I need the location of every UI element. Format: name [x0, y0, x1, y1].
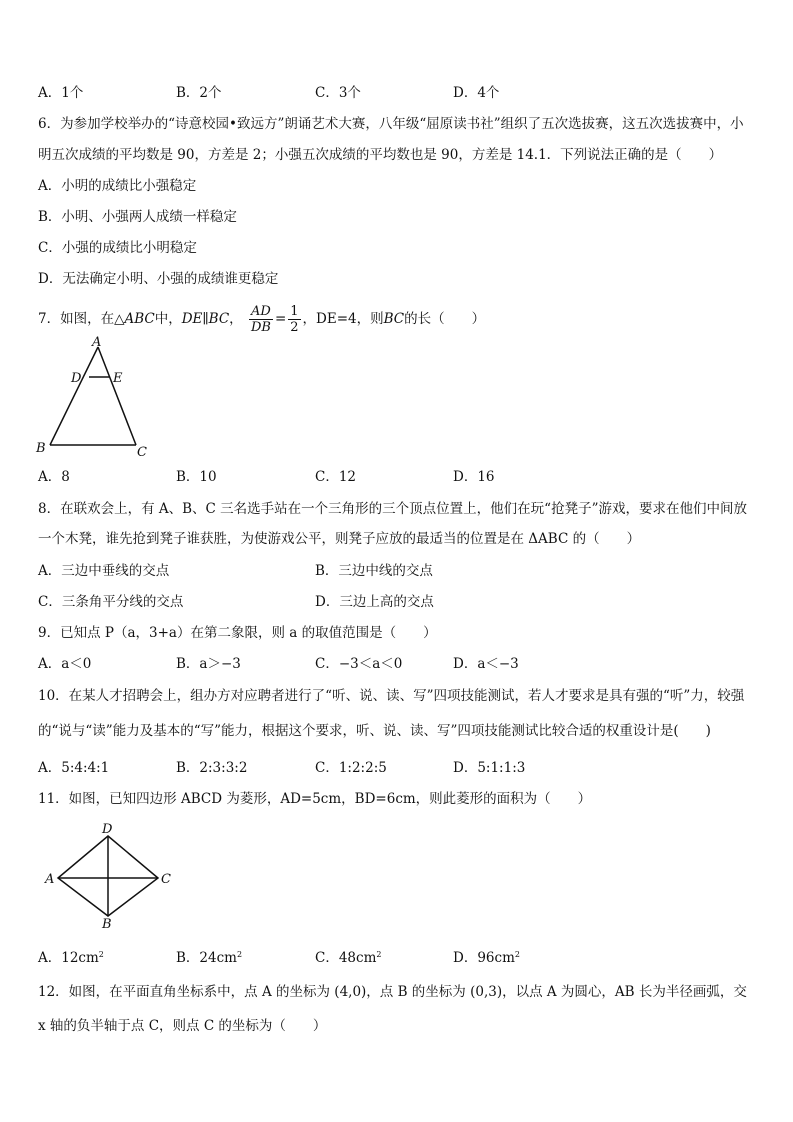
q7-label-e: E [113, 371, 123, 386]
q7-label-d: D [71, 371, 82, 386]
q7-ratio-fraction: $\frac{AD}{DB}$ [250, 304, 271, 335]
q6-stem-line1: 6．为参加学校举办的“诗意校园•致远方”朗诵艺术大赛，八年级“屈原读书社”组织了五次选拔赛，这五次选拔赛中，小 [38, 116, 744, 132]
q11-option-c: C．$48cm^2$ [315, 950, 382, 966]
q6-option-a: A．小明的成绩比小强稳定 [38, 178, 197, 194]
q5-option-c: C．3个 [315, 85, 361, 101]
q11-option-d: D．$96cm^2$ [453, 950, 520, 966]
q9-stem: 9．已知点 P（a，3+a）在第二象限，则 a 的取值范围是（ ） [38, 625, 437, 641]
q7-option-c: C．12 [315, 469, 357, 485]
q7-side-ab [50, 347, 98, 445]
q7-half-fraction: $\frac{1}{2}$ [290, 304, 299, 335]
q8-option-a: A．三边中垂线的交点 [38, 563, 170, 579]
q11-option-b: B．$24cm^2$ [176, 950, 243, 966]
q7-side-ac [98, 347, 136, 445]
q9-option-d: D．a＜−3 [453, 656, 519, 672]
q7-label-b: B [36, 441, 46, 456]
q10-stem-line2: 的“说与“读”能力及基本的“写”能力，根据这个要求，听、说、读、写”四项技能测试比较合适的权重设计是( ) [38, 723, 711, 739]
q6-option-b: B．小明、小强两人成绩一样稳定 [38, 209, 237, 225]
q8-option-b: B．三边中线的交点 [315, 563, 433, 579]
q9-option-a: A．a＜0 [38, 656, 92, 672]
q11-label-c: C [161, 872, 171, 887]
q6-stem-line2: 明五次成绩的平均数是 90，方差是 2；小强五次成绩的平均数也是 90，方差是 14.1．下列说法正确的是（ ） [38, 147, 723, 163]
q7-option-a: A．8 [38, 469, 70, 485]
q7-label-c: C [137, 445, 147, 460]
q8-stem-line1: 8．在联欢会上，有 A、B、C 三名选手站在一个三角形的三个顶点位置上，他们在玩“抢凳子”游戏，要求在他们中间放 [38, 501, 747, 517]
q11-stem: 11．如图，已知四边形 ABCD 为菱形，AD=5cm，BD=6cm，则此菱形的面积为（ ） [38, 791, 592, 807]
q12-stem-line2: x 轴的负半轴于点 C，则点 C 的坐标为（ ） [38, 1018, 327, 1034]
q10-stem-line1: 10．在某人才招聘会上，组办方对应聘者进行了“听、说、读、写”四项技能测试，若人才要求是具有强的“听”力，较强 [38, 688, 745, 704]
q9-option-c: C．−3＜a＜0 [315, 656, 403, 672]
q9-option-b: B．a＞−3 [176, 656, 241, 672]
q10-option-b: B．2:3:3:2 [176, 760, 248, 776]
q6-option-c: C．小强的成绩比小明稳定 [38, 240, 197, 256]
q6-option-d: D．无法确定小明、小强的成绩谁更稳定 [38, 271, 279, 287]
q11-rhombus-figure [36, 820, 186, 932]
q11-label-d: D [102, 822, 113, 837]
q10-option-c: C．1:2:2:5 [315, 760, 387, 776]
q10-option-a: A．5:4:4:1 [38, 760, 110, 776]
q8-option-d: D．三边上高的交点 [315, 594, 434, 610]
q10-option-d: D．5:1:1:3 [453, 760, 526, 776]
q8-option-c: C．三条角平分线的交点 [38, 594, 184, 610]
q12-stem-line1: 12．如图，在平面直角坐标系中，点 A 的坐标为 (4,0)，点 B 的坐标为 (0,3)，以点 A 为圆心，AB 长为半径画弧，交 [38, 984, 747, 1000]
q7-stem: 7．如图，在△ABC中，DE∥BC， $\frac{AD}{DB}$ = $\frac{1}{2}$ ，DE=4，则BC的长（ ） [38, 304, 486, 335]
q7-option-b: B．10 [176, 469, 217, 485]
q11-option-a: A．$12cm^2$ [38, 950, 104, 966]
q11-label-a: A [45, 872, 55, 887]
q8-stem-line2: 一个木凳，谁先抢到凳子谁获胜，为使游戏公平，则凳子应放的最适当的位置是在 ΔABC 的（ ） [38, 531, 641, 547]
q7-option-d: D．16 [453, 469, 495, 485]
q5-option-b: B．2个 [176, 85, 222, 101]
q7-label-a: A [92, 335, 102, 350]
q5-option-a: A．1个 [38, 85, 84, 101]
q11-label-b: B [102, 917, 112, 932]
q5-option-d: D．4个 [453, 85, 500, 101]
q7-triangle-figure [30, 335, 160, 460]
